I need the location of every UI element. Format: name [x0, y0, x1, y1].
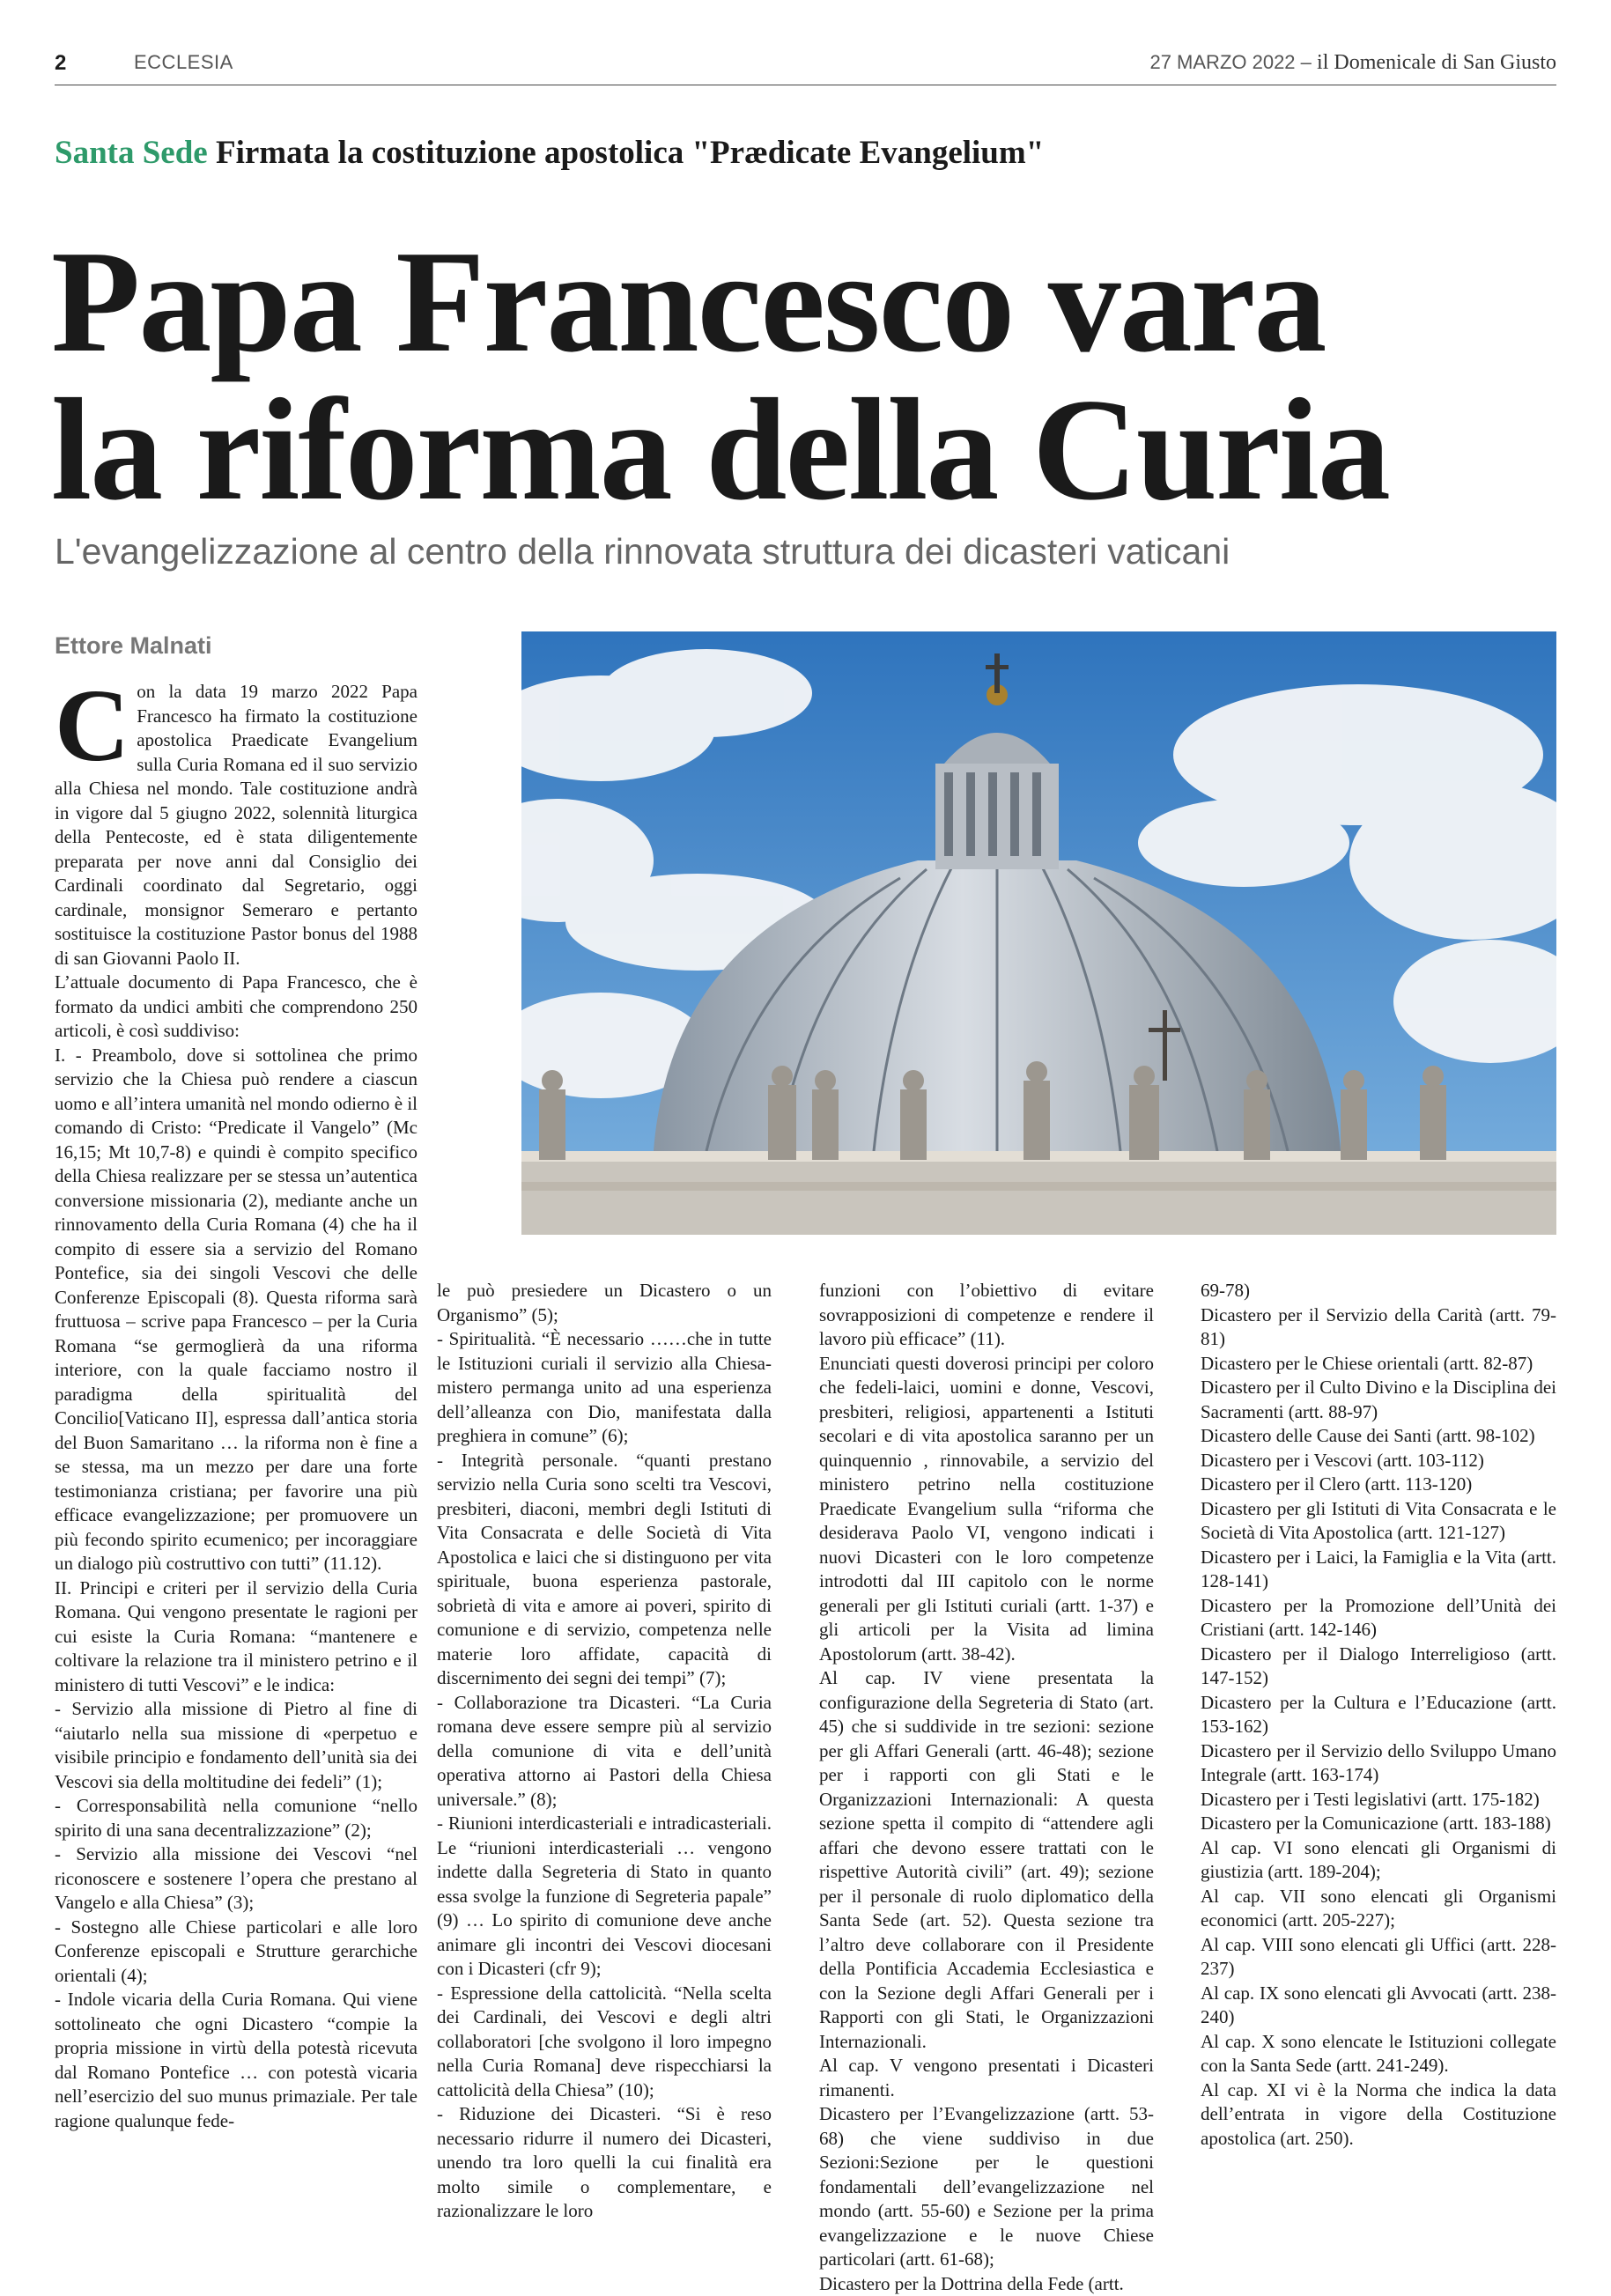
paragraph: - Corresponsabilità nella comunione “nello spirito di una sana decentralizzazione” (2); [55, 1794, 418, 1842]
list-item: Dicastero per la Promozione dell’Unità dei Cristiani (artt. 142-146) [1201, 1594, 1556, 1643]
author-byline: Ettore Malnati [55, 632, 212, 660]
headline-line-1: Papa Francesco vara [51, 227, 1566, 375]
paragraph: - Integrità personale. “quanti prestano servizio nella Curia sono scelti tra Vescovi, presbiteri, diaconi, membri degli Istituti di Vita Consacrata e delle Società di Vita Apostolica e laici che si distinguono per vita spirituale, buona esperienza pastorale, sobrietà di vita e amore ai poveri, spirito di comunione e di servizio, competenza nelle materie loro affidate, capacità di discernimento dei segni dei tempi” (7); [437, 1449, 772, 1691]
list-item: Dicastero per il Servizio della Carità (artt. 79-81) [1201, 1303, 1556, 1352]
page-number: 2 [55, 51, 66, 76]
dome-photo [521, 631, 1556, 1235]
section-name: ECCLESIA [134, 51, 233, 74]
list-item: Dicastero per il Clero (artt. 113-120) [1201, 1473, 1556, 1497]
kicker-text: Firmata la costituzione apostolica "Prædicate Evangelium" [216, 135, 1044, 171]
dome-illustration [521, 631, 1556, 1235]
paragraph: Al cap. XI vi è la Norma che indica la data dell’entrata in vigore della Costituzione apostolica (art. 250). [1201, 2078, 1556, 2152]
paragraph: funzioni con l’obiettivo di evitare sovrapposizioni di competenze e rendere il lavoro più efficace” (11). [819, 1279, 1154, 1352]
kicker [55, 134, 1044, 172]
paragraph: - Riunioni interdicasteriali e intradicasteriali. Le “riunioni interdicasteriali … vengono indette dalla Segreteria di Stato in quanto essa svolge la funzione di Segreteria papale” (9) … Lo spirito di comunione deve anche animare gli incontri dei Vescovi diocesani con i Dicasteri (cfr 9); [437, 1812, 772, 1982]
list-item: Dicastero per la Cultura e l’Educazione (artt. 153-162) [1201, 1691, 1556, 1739]
paragraph: Al cap. X sono elencate le Istituzioni collegate con la Santa Sede (artt. 241-249). [1201, 2030, 1556, 2078]
paragraph: - Riduzione dei Dicasteri. “Si è reso necessario ridurre il numero dei Dicasteri, unendo tra loro quelli la cui finalità era molto simile o complementare, e razionalizzare le loro [437, 2102, 772, 2224]
paragraph: L’attuale documento di Papa Francesco, che è formato da undici ambiti che comprendono 250 articoli, è così suddiviso: [55, 971, 418, 1044]
paragraph: Dicastero per la Dottrina della Fede (artt. [819, 2272, 1154, 2296]
date-text: 27 MARZO 2022 – [1149, 51, 1311, 73]
subtitle: L'evangelizzazione al centro della rinnovata struttura dei dicasteri vaticani [55, 531, 1230, 572]
paragraph: II. Principi e criteri per il servizio della Curia Romana. Qui vengono presentate le ragioni per cui esiste la Curia Romana: “mantenere e coltivare la relazione tra il ministero petrino e il ministero di tutti Vescovi” e le indica: [55, 1576, 418, 1698]
list-item: Dicastero per gli Istituti di Vita Consacrata e le Società di Vita Apostolica (artt. 121-127) [1201, 1497, 1556, 1546]
list-item: Dicastero per la Comunicazione (artt. 183-188) [1201, 1812, 1556, 1836]
paragraph: Al cap. VIII sono elencati gli Uffici (artt. 228-237) [1201, 1933, 1556, 1982]
newspaper-name: il Domenicale di San Giusto [1317, 51, 1556, 74]
list-item: Dicastero per i Vescovi (artt. 103-112) [1201, 1449, 1556, 1473]
paragraph: on la data 19 marzo 2022 Papa Francesco ha firmato la costituzione apostolica Praedicate Evangelium sulla Curia Romana ed il suo servizio alla Chiesa nel mondo. Tale costituzione andrà in vigore dal 5 giugno 2022, solennità liturgica della Pentecoste, ed è stata diligentemente preparata per nove anni dal Consiglio dei Cardinali coordinato dal Segretario, oggi cardinale, monsignor Semeraro e pertanto sostituisce la costituzione Pastor bonus del 1988 di san Giovanni Paolo II. [55, 680, 418, 971]
kicker-tag: Santa Sede [55, 135, 208, 171]
drop-cap: C [55, 685, 129, 766]
paragraph: le può presiedere un Dicastero o un Organismo” (5); [437, 1279, 772, 1327]
paragraph: I. - Preambolo, dove si sottolinea che primo servizio che la Chiesa può rendere a ciascun uomo e all’intera umanità nel mondo odierno è il comando di Cristo: “Predicate il Vangelo” (Mc 16,15; Mt 10,7-8) e quindi è compito specifico della Chiesa realizzare per se stessa un’autentica conversione missionaria (2), mediante anche un rinnovamento della Curia Romana (4) che ha il compito di essere sia a servizio del Romano Pontefice, sia dei singoli Vescovi che delle Conferenze Episcopali (8). Questa riforma sarà fruttuosa – scrive papa Francesco – per la Curia Romana “se germoglierà da una riforma interiore, con la quale facciamo nostro il paradigma della spiritualità del Concilio[Vaticano II], espressa dall’antica storia del Buon Samaritano … la riforma non è fine a se stessa, ma un mezzo per dare una forte testimonianza cristiana; per favorire una più efficace evangelizzazione; per promuovere un più fecondo spirito ecumenico; per incoraggiare un dialogo più costruttivo con tutti” (11.12). [55, 1044, 418, 1576]
paragraph: Al cap. IV viene presentata la configurazione della Segreteria di Stato (art. 45) che si suddivide in tre sezioni: sezione per gli Affari Generali (artt. 46-48); sezione per i rapporti con gli Stati e le Organizzazioni Internazionali: A questa sezione spetta il compito di “attendere agli affari che devono essere trattati con le rispettive Autorità civili” (art. 49); sezione per il personale di ruolo diplomatico della Santa Sede (art. 52). Questa sezione tra l’altro deve collaborare con il Presidente della Pontificia Accademia Ecclesiastica e con la Sezione degli Affari Generali per i Rapporti con gli Stati, le Organizzazioni Internazionali. [819, 1666, 1154, 2054]
paragraph: Dicastero per l’Evangelizzazione (artt. 53-68) che viene suddiviso in due Sezioni:Sezione per le questioni fondamentali dell’evangelizzazione nel mondo (artt. 55-60) e Sezione per la prima evangelizzazione e le nuove Chiese particolari (artt. 61-68); [819, 2102, 1154, 2272]
paragraph: - Spiritualità. “È necessario ……che in tutte le Istituzioni curiali il servizio alla Chiesa-mistero permanga unito ad una esperienza dell’alleanza con Dio, manifestata dalla preghiera in comune” (6); [437, 1327, 772, 1449]
paragraph: Al cap. IX sono elencati gli Avvocati (artt. 238-240) [1201, 1982, 1556, 2030]
paragraph: - Servizio alla missione di Pietro al fine di “aiutarlo nella sua missione di «perpetuo e visibile principio e fondamento dell’unità sia dei Vescovi sia della moltitudine dei fedeli” (1); [55, 1697, 418, 1794]
paragraph: Al cap. V vengono presentati i Dicasteri rimanenti. [819, 2054, 1154, 2102]
page-header [55, 46, 1556, 81]
body-column-3 [819, 1279, 1154, 2296]
list-item: Dicastero per il Dialogo Interreligioso (artt. 147-152) [1201, 1643, 1556, 1691]
headline-line-2: la riforma della Curia [51, 375, 1566, 523]
paragraph: - Sostegno alle Chiese particolari e alle loro Conferenze episcopali e Strutture gerarchiche orientali (4); [55, 1916, 418, 1989]
paragraph: 69-78) [1201, 1279, 1556, 1303]
paragraph: - Indole vicaria della Curia Romana. Qui viene sottolineato che ogni Dicastero “compie la propria missione in virtù della potestà ricevuta dal Romano Pontefice … con potestà vicaria nell’esercizio del suo munus primaziale. Per tale ragione qualunque fede- [55, 1988, 418, 2133]
list-item: Dicastero per i Laici, la Famiglia e la Vita (artt. 128-141) [1201, 1546, 1556, 1594]
body-column-2 [437, 1279, 772, 2224]
paragraph: Al cap. VII sono elencati gli Organismi economici (artt. 205-227); [1201, 1885, 1556, 1933]
list-item: Dicastero per il Servizio dello Sviluppo Umano Integrale (artt. 163-174) [1201, 1739, 1556, 1788]
body-column-4 [1201, 1279, 1556, 2151]
list-item: Dicastero per i Testi legislativi (artt. 175-182) [1201, 1788, 1556, 1812]
paragraph: Al cap. VI sono elencati gli Organismi di giustizia (artt. 189-204); [1201, 1836, 1556, 1885]
headline [51, 227, 1566, 523]
paragraph: - Collaborazione tra Dicasteri. “La Curia romana deve essere sempre più al servizio della comunione di vita e dell’unità operativa attorno ai Pastori della Chiesa universale.” (8); [437, 1691, 772, 1812]
list-item: Dicastero per le Chiese orientali (artt. 82-87) [1201, 1352, 1556, 1377]
list-item: Dicastero delle Cause dei Santi (artt. 98-102) [1201, 1424, 1556, 1449]
paragraph: - Espressione della cattolicità. “Nella scelta dei Cardinali, dei Vescovi e degli altri collaboratori [che svolgono il loro impegno nella Curia Romana] deve rispecchiarsi la cattolicità della Chiesa” (10); [437, 1982, 772, 2103]
paragraph: - Servizio alla missione dei Vescovi “nel riconoscere e sostenere l’opera che prestano al Vangelo e alla Chiesa” (3); [55, 1842, 418, 1916]
paragraph: Enunciati questi doverosi principi per coloro che fedeli-laici, uomini e donne, Vescovi, presbiteri, religiosi, appartenenti a Istituti secolari e di vita apostolica saranno per un quinquennio , rinnovabile, a servizio del ministero petrino nella costituzione Praedicate Evangelium sulla “riforma che desiderava Paolo VI, vengono indicati i nuovi Dicasteri con le loro competenze introdotti dal III capitolo con le norme generali per gli Istituti curiali (artt. 1-37) e gli articoli per la Visita ad limina Apostolorum (artt. 38-42). [819, 1352, 1154, 1667]
issue-date [1149, 51, 1556, 75]
list-item: Dicastero per il Culto Divino e la Disciplina dei Sacramenti (artt. 88-97) [1201, 1376, 1556, 1424]
body-column-1 [55, 680, 418, 2133]
